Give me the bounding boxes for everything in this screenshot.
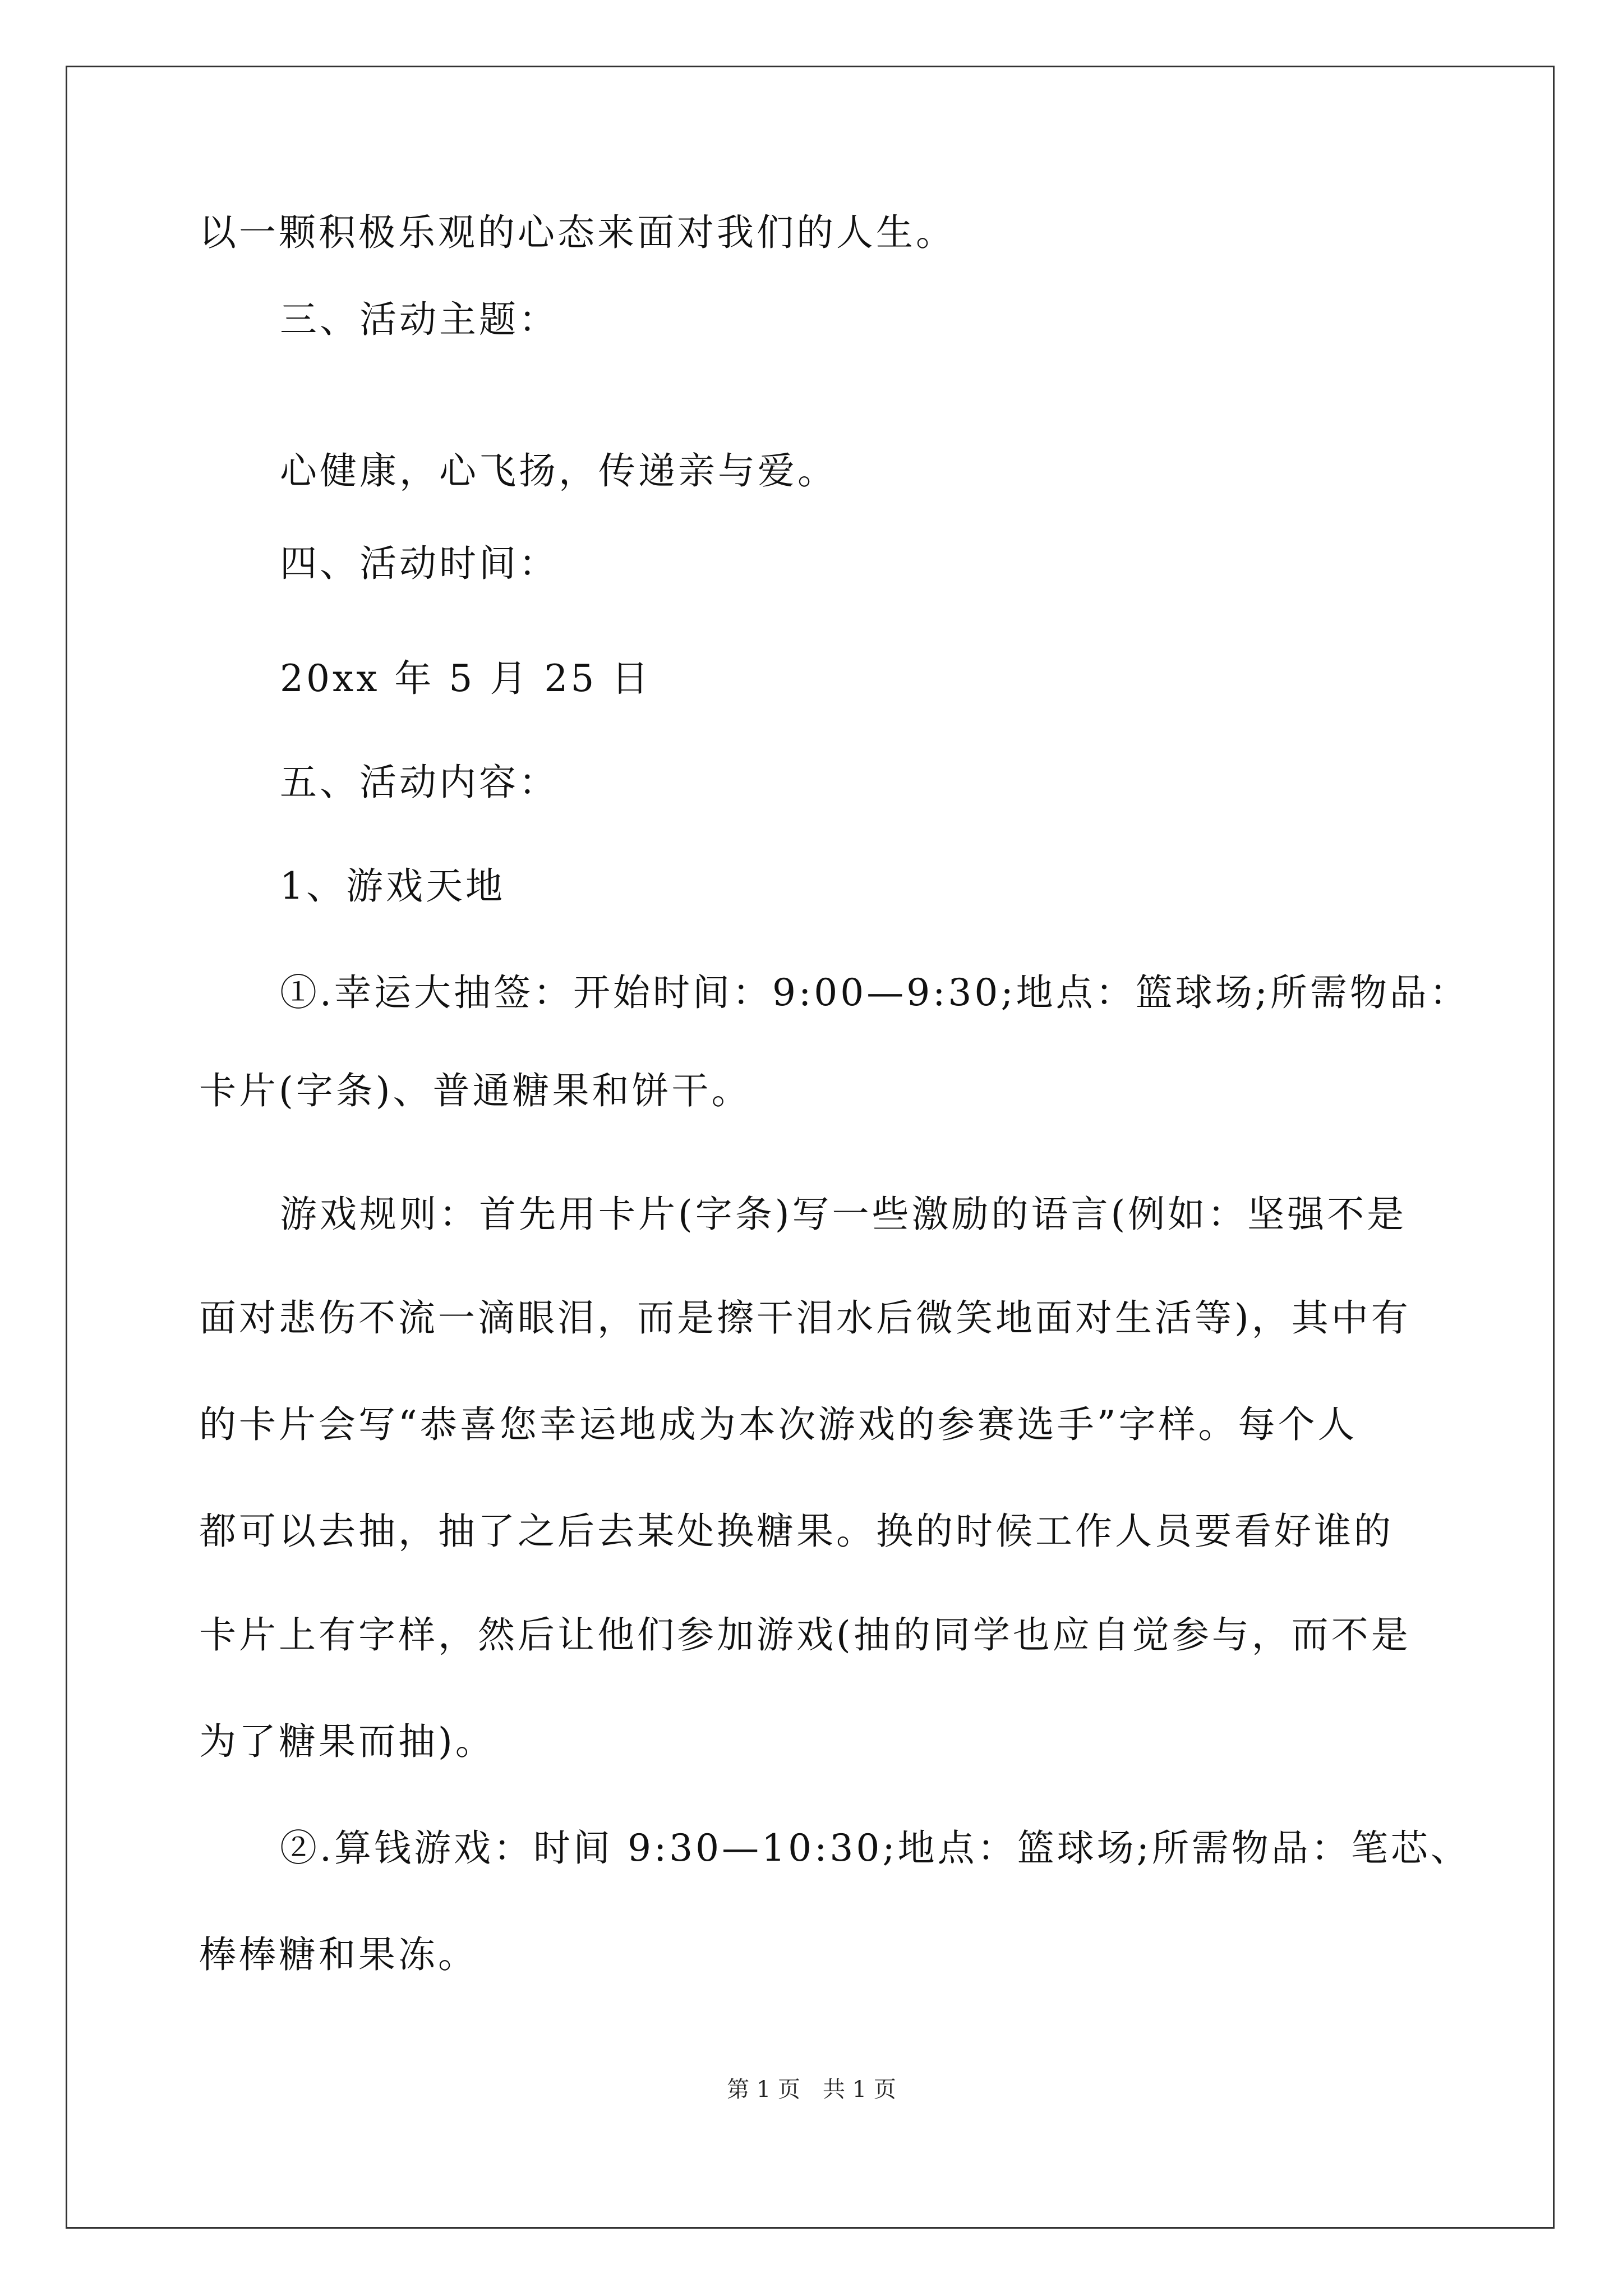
page-number: 第 1 页	[727, 2077, 800, 2102]
paragraph-line: 心健康，心飞扬，传递亲与爱。	[280, 449, 837, 493]
page-border	[66, 66, 1555, 2229]
page-footer	[0, 2076, 1623, 2104]
paragraph-line: ②.算钱游戏：时间 9:30—10:30;地点：篮球场;所需物品：笔芯、	[280, 1826, 1470, 1870]
paragraph-line: 20xx 年 5 月 25 日	[280, 657, 652, 700]
section-heading: 五、活动内容：	[280, 761, 559, 804]
paragraph-line: 面对悲伤不流一滴眼泪，而是擦干泪水后微笑地面对生活等)，其中有	[199, 1296, 1411, 1340]
paragraph-line: 卡片(字条)、普通糖果和饼干。	[199, 1069, 751, 1112]
paragraph-line: 卡片上有字样，然后让他们参加游戏(抽的同学也应自觉参与，而不是	[199, 1613, 1411, 1657]
paragraph-line: 为了糖果而抽)。	[199, 1720, 495, 1763]
paragraph-line: 以一颗积极乐观的心态来面对我们的人生。	[199, 211, 956, 254]
paragraph-line: 棒棒糖和果冻。	[199, 1933, 478, 1976]
paragraph-line: 的卡片会写“恭喜您幸运地成为本次游戏的参赛选手”字样。每个人	[199, 1403, 1358, 1446]
section-heading: 三、活动主题：	[280, 298, 559, 341]
page-total: 共 1 页	[823, 2077, 896, 2102]
paragraph-line: ①.幸运大抽签：开始时间：9:00—9:30;地点：篮球场;所需物品：	[280, 971, 1469, 1014]
paragraph-line: 游戏规则：首先用卡片(字条)写一些激励的语言(例如：坚强不是	[280, 1193, 1407, 1236]
subsection-heading: 1、游戏天地	[280, 864, 505, 908]
section-heading: 四、活动时间：	[280, 542, 559, 585]
paragraph-line: 都可以去抽，抽了之后去某处换糖果。换的时候工作人员要看好谁的	[199, 1510, 1394, 1553]
